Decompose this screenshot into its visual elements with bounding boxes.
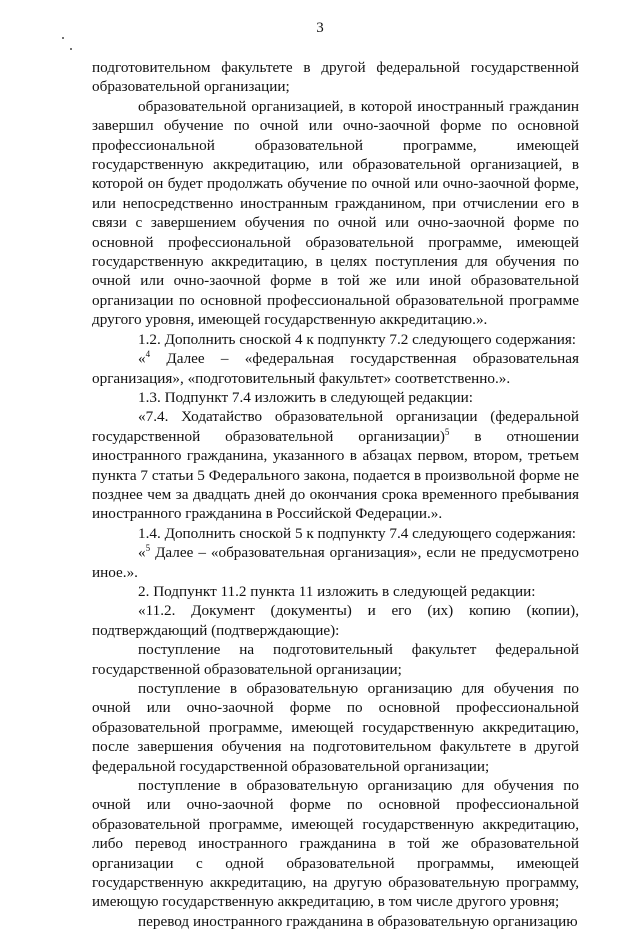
footnote-4-paragraph [92,349,579,388]
document-body [92,58,579,931]
paragraph: 1.2. Дополнить сноской 4 к подпункту 7.2 следующего содержания: [138,330,577,348]
paragraph-7-4-start: «7.4. Ходатайство образовательной организации (федеральной государственной образовательной организации) [92,408,579,445]
paragraph: подготовительном факультете в другой федеральной государственной образовательной организации; [92,59,579,96]
footnote-marker-4: 4 [145,349,151,360]
quote-mark: « [138,350,146,368]
page-number: 3 [316,20,324,36]
scan-speck [62,37,64,39]
paragraph: поступление в образовательную организацию для обучения по очной или очно-заочной форме по основной профессиональной образовательной программе, имеющей государственную аккредитацию, либо перевод иностранного гражданина в той же образовательной организации с одной образовательной программы, имеющей государственную аккредитацию, на другую образовательную программу, имеющую государственную аккредитацию, в том числе другого уровня; [92,777,579,911]
footnote-marker-5: 5 [444,426,450,437]
footnote-marker-5: 5 [145,543,151,554]
paragraph: 1.4. Дополнить сноской 5 к подпункту 7.4 следующего содержания: [138,524,577,542]
footnote-5-text: Далее – «образовательная организация», если не предусмотрено иное.». [92,544,579,581]
paragraph-7-4 [92,407,579,523]
quote-mark: « [138,544,146,562]
paragraph: «11.2. Документ (документы) и его (их) копию (копии), подтверждающий (подтверждающие): [92,602,579,639]
paragraph-7-4-rest: в отношении иностранного гражданина, указанного в абзацах первом, втором, третьем пункта 7 статьи 5 Федерального закона, подается в произвольной форме не позднее чем за двадцать дней до окончания срока временного пребывания иностранного гражданина в Российской Федерации.». [92,427,580,523]
scan-speck [70,48,72,50]
paragraph: поступление в образовательную организацию для обучения по очной или очно-заочной форме по основной профессиональной образовательной программе, имеющей государственную аккредитацию, после завершения обучения на подготовительном факультете в другой федеральной государственной образовательной организации; [92,680,579,775]
paragraph: перевод иностранного гражданина в образовательную организацию [138,912,578,930]
paragraph: 1.3. Подпункт 7.4 изложить в следующей редакции: [138,388,474,406]
paragraph: образовательной организацией, в которой иностранный гражданин завершил обучение по очной или очно-заочной форме по основной профессиональной образовательной программе, имеющей государственную аккредитацию, или образовательной организацией, в которой он будет продолжать обучение по очной или очно-заочной форме, или непосредственно иностранным гражданином, при отчислении его в связи с завершением обучения по очной или очно-заочной форме по основной профессиональной образовательной программе, имеющей государственную аккредитацию, в целях поступления для обучения по очной или очно-заочной форме в той же или иной образовательной организации по основной профессиональной образовательной программе другого уровня, имеющей государственную аккредитацию.». [92,97,579,329]
paragraph: поступление на подготовительный факультет федеральной государственной образовательной организации; [92,641,579,678]
footnote-5-paragraph [92,543,579,582]
footnote-4-text: Далее – «федеральная государственная образовательная организация», «подготовительный факультет» соответственно.». [92,350,580,387]
paragraph: 2. Подпункт 11.2 пункта 11 изложить в следующей редакции: [138,582,536,600]
